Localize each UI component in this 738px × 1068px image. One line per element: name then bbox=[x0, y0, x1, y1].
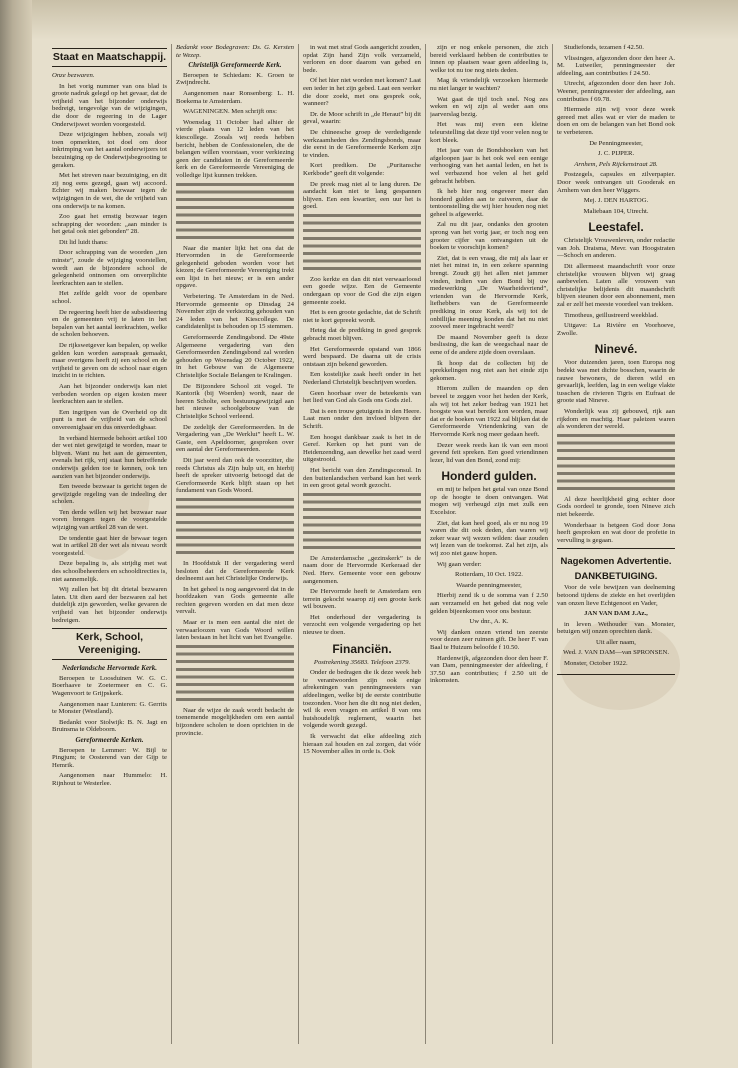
paragraph: Het zelfde geldt voor de openbare school. bbox=[52, 290, 167, 306]
text-block bbox=[303, 214, 421, 274]
paragraph: Naar die manier lijkt het ons dat de Hervormden in de Gereformeerde gelegenheid geboden worden voor het kiezen; de Gereformeerde Vereeniging trekt een lijst in het nieuw; er is een ander opgave. bbox=[176, 244, 294, 290]
paragraph: Voor de vele bewijzen van deelneming betoond tijdens de ziekte en het overlijden van onzen lieve Echtgenoot en Vader, bbox=[557, 584, 675, 607]
paragraph: In Hoofdstuk II der vergadering werd besloten dat de Gereformeerde Kerk deelneemt aan het Christelijke Onderwijs. bbox=[176, 559, 294, 583]
column-3 bbox=[303, 44, 421, 1054]
paragraph: in wat met straf Gods aangericht zouden, opdat Zijn hand Zijn volk verzameld, verloren en door daarom van gebed en bede. bbox=[303, 44, 421, 74]
paragraph: Gereformeerde Zendingsbond. De 49ste Algemeene vergadering van den Gereformeerden Zendingsbond zal worden gehouden op Woensdag 20 October 1922, in het Gebouw van de Algemeene Christelijke Sociale Belangen te Kralingen. bbox=[176, 334, 294, 379]
paragraph: Zal nu dit jaar, ondanks den grooten sprong van het vorig jaar, er toch nog een grooter cijfer van ontvangsten uit de boeken te voorschijn komen? bbox=[430, 221, 548, 252]
paragraph: Aangenomen naar Lunteren: G. Gerrits te Monster (Westland). bbox=[52, 700, 167, 716]
paragraph: De tendentie gaat hier de bewaar tegen wat in artikel 28 der wet als niveau wordt voorgesteld. bbox=[52, 534, 167, 557]
section-title-ninive: Ninevé. bbox=[594, 342, 638, 357]
paragraph: Timotheus, geillustreerd weekblad. bbox=[564, 311, 659, 319]
paragraph: Naar de wijze de zaak wordt bedacht de toenemende mogelijkheden om een aantal bijzondere scholen te doen oprichten in de provincie. bbox=[176, 706, 294, 737]
paragraph: De maand November geeft is deze beslissing, die kan de weegschaal naar de eene of de andere zijde doen overslaan. bbox=[430, 333, 548, 356]
paragraph: De zedelijk der Gereformeerden. In de Vergadering van „De Werklui” heeft L. W. Gaste, een Apeldoorner, gesproken over een aantal der Gereformeerden. bbox=[176, 423, 294, 454]
letter-signature: Uw dnr., A. K. bbox=[469, 618, 509, 626]
paragraph: De chineesche groep de verdedigende werkzaamheden des Zendingsbonds, maar die eerst in de Gereformeerde Kerken zijn te vinden. bbox=[303, 128, 421, 159]
paragraph: Een tweede bezwaar is gericht tegen de gewijzigde regeling van de indeeling der scholen. bbox=[52, 483, 167, 506]
paragraph: Beroepen te Loosduinen W. G. C. Boerhaave te Zoetermeer en C. G. Wagenvoort te Grijpskerk. bbox=[52, 674, 167, 697]
paragraph: Hierom zullen de maanden op den beveel te zeggen voor het heden der Kerk, als wij tot het zeker bedrag van 1921 het hoogste was wat bereikt kon worden, maar dat er de boeken van 1922 zal blijken dat de Gereformeerde Vriendenkring van de Hervormde Kerk nog meer gedaan heeft. bbox=[430, 385, 548, 438]
paragraph: in leven Wethouder van Monster, betuigen wij onzen oprechten dank. bbox=[557, 620, 675, 636]
signature-line: Uit aller naam, bbox=[596, 638, 636, 646]
paragraph: Met het streven naar bezuiniging, en dit zij nog eens gezegd, gaan wij accoord. Echter wij maken bezwaar tegen de wijzigingen in de wet, die de vrijheid van ons onderwijs te na komen. bbox=[52, 172, 167, 210]
paragraph: Dit lid luidt thans: bbox=[59, 238, 108, 246]
paragraph: Geen hoorbaar over de beteekenis van het lied van God als Gods ons Gods ziel. bbox=[303, 389, 421, 405]
paragraph: In het geheel is nog aangevoerd dat in de hoofdzaken van Gods gemeente alle rechten gegeven worden en dat men deze vervalt. bbox=[176, 585, 294, 616]
paragraph: De Hervormde heeft te Amsterdam een terrein gekocht waarop zij een groote kerk wil bouwen. bbox=[303, 588, 421, 611]
paragraph: Wij zullen het bij dit drietal bezwaren laten. Uit dien aard der bezwaren zal het duidelijk zijn geworden, welke gevaren de vrijheid van het bijzonder onderwijs bedreigen. bbox=[52, 586, 167, 624]
page-binding bbox=[0, 0, 32, 1068]
section-title-financien: Financiën. bbox=[332, 641, 392, 656]
paragraph: Deze wijzigingen hebben, zooals wij toen opmerkten, tot doel om door inkrimping van het aantal onderwijzers tot bezuiniging op de Onderwijsbegrooting te geraken. bbox=[52, 131, 167, 169]
paragraph: De regeering heeft hier de subsidieering en de gemeenten vrij te laten in het bepalen van het aantal leerkrachten, welke de scholen behoeven. bbox=[52, 308, 167, 339]
paragraph: Het onderhoud der vergadering is verzocht een volgende vergadering op het nieuwe te doen. bbox=[303, 613, 421, 637]
postzegels-signature: Mej. J. DEN HARTOG. bbox=[583, 197, 649, 205]
treasurer-name: J. C. PIJPER. bbox=[597, 150, 635, 158]
text-block bbox=[557, 434, 675, 494]
paragraph: Bedankt voor Bodegraven: Ds. G. Kersten te Wezep. bbox=[176, 44, 294, 59]
paragraph: Wonderbaar is hetgeen God door Jona heeft gesproken en wat door de profetie in vervulling is gegaan. bbox=[557, 521, 675, 544]
section-title-staat: Staat en Maatschappij. bbox=[52, 48, 167, 67]
paragraph: Dezer week reeds kan ik van een mooi gevend feit spreken. Een goed vriendinnen lezer, lid van den Bond, zond mij: bbox=[430, 441, 548, 464]
letter-salutation: Waarde penningmeester, bbox=[456, 581, 522, 589]
paragraph: Maar er is men een aantal die niet de verwaarloozen van Gods Woord willen laten bestaan in het licht van het Evangelie. bbox=[176, 619, 294, 642]
paragraph: Het is een groote gedachte, dat de Schrift niet te kort gepreekt wordt. bbox=[303, 309, 421, 324]
paragraph: Beroepen te Lemmer: W. Bijl te Pingjum; te Oosterend van der Gijp te Hemrik. bbox=[52, 746, 167, 769]
paragraph: Wat gaat de tijd toch snel. Nog zes weken en wij zijn al weder aan ons jaarverslag bezig. bbox=[430, 95, 548, 118]
paragraph: Kort prediken. De „Puritansche Kerkbode” geeft dit volgende: bbox=[303, 162, 421, 177]
advertisement-box bbox=[557, 548, 675, 674]
paragraph: Deze bepaling is, als strijdig met wat des schoolbeheerders en schooldirecties is, niet aannemelijk. bbox=[52, 560, 167, 583]
paragraph: Aangenomen naar Hummelo: H. Rijnhout te Westerlee. bbox=[52, 772, 167, 787]
paragraph: Aan het bijzonder onderwijs kan niet verboden worden op eigen kosten meer leerkrachten aan te stellen. bbox=[52, 382, 167, 406]
paragraph: Een kostelijke zaak heeft onder in het Nederland Christelijk beschrijven worden. bbox=[303, 371, 421, 386]
section-title-kerk: Kerk, School, Vereeniging. bbox=[52, 628, 167, 660]
treasurer-address: Arnhem, Pels Rijckenstraat 28. bbox=[574, 160, 658, 168]
column-1 bbox=[52, 44, 167, 1024]
paragraph: Het jaar van de Bondsboeken van het afgeloopen jaar is het ook wel een eenige verhooging van het aantal leden, en het is wel verbazend hoe velen al het geld gebracht hebben. bbox=[430, 147, 548, 185]
treasurer-label: De Penningmeester, bbox=[589, 139, 643, 147]
paragraph: Ik hoop dat de collecten bij de sprekkelingen nog niet aan het einde zijn gekomen. bbox=[430, 359, 548, 382]
paragraph: Dit allermeest maandschrift voor onze christelijke vrouwen blijven wij graag aanbevelen. Laten alle vrouwen van christelijke belijdenis dit maandschrift blijven steunen door een abonnement, men zal er zelf het meeste voordeel van trekken. bbox=[557, 263, 675, 309]
column-rule bbox=[171, 44, 172, 1044]
paragraph: Beroepen te Schiedam: K. Groen te Zwijndrecht. bbox=[176, 71, 294, 87]
column-4 bbox=[430, 44, 548, 1054]
paragraph: De preek mag niet al te lang duren. De aandacht kan niet te lang gespannen blijven. Een een kwartier, een uur het is goed. bbox=[303, 180, 421, 211]
text-block bbox=[303, 493, 421, 553]
advert-title: Nagekomen Advertentie. bbox=[560, 556, 672, 568]
text-block bbox=[176, 498, 294, 558]
paragraph: Het bericht van den Zendingsconsul. In den buitenlandschen verband kan het werk in een groot getal wordt gezocht. bbox=[303, 466, 421, 490]
subsection-title: Christelijk Gereformeerde Kerk. bbox=[188, 61, 282, 70]
paragraph: Ten derde willen wij het bezwaar naar voren brengen tegen de voorgestelde wijziging van artikel 28 van de wet. bbox=[52, 508, 167, 532]
paragraph: De Bijzondere School zit vogel. Te Kantorik (bij Woerden) wordt, naar de heeren Scholte, een bestuursgewijzigd aan het nieuwe schoolgebouw van de Christelijke School verleend. bbox=[176, 382, 294, 420]
paragraph: Wonderlijk was zij gebouwd, rijk aan rijkdom en machtig. Haar paleizen waren als wonderen der wereld. bbox=[557, 407, 675, 431]
page-top-edge bbox=[32, 0, 738, 40]
text-block bbox=[176, 183, 294, 243]
article-title: Onze bezwaren. bbox=[52, 72, 95, 79]
paragraph: Dr. de Moor schrift in „de Heraut” bij dit geval, waarin: bbox=[303, 110, 421, 126]
paragraph: Voor duizenden jaren, toen Europa nog bedekt was met dichte bosschen, waarin de rauwe bewoners, de dieren wild en gevaarlijk, leefden, lag in een welige vlakte tusschen de rivieren Tigris en Eufraat de groote stad Nineve. bbox=[557, 359, 675, 405]
paragraph: Het Gereformeerde opstand van 1866 werd bespaard. De daarna uit de crisis ontstaan zijn bekend geworden. bbox=[303, 345, 421, 368]
paragraph: De rijkswetgever kan bepalen, op welke gelden kun worden aanspraak gemaakt, maar overigens heeft zij een school en de vrijheid te geven om de school naar eigen inzicht in te richten. bbox=[52, 342, 167, 380]
column-5 bbox=[557, 44, 675, 1054]
paragraph: Hardenwijk, afgezonden door den heer F. van Dam, penningmeester der afdeeling, f 37.50 aan contributies; f 2.50 uit de inkomsten. bbox=[430, 654, 548, 685]
paragraph: Bedankt voor Stolwijk: B. N. Jagt en Bruinsma te Oldeboorn. bbox=[52, 718, 167, 734]
paragraph: Christelijk Vrouwenleven, onder redactie van Joh. Draisma, Mevr. van Hoogstraten—Schoch en anderen. bbox=[557, 237, 675, 260]
paragraph: In het vorig nummer van ons blad is groote nadruk gelegd op het gevaar, dat de vrijheid van het bijzonder onderwijs bedreigt, tengevolge van de wijzigingen, die door de regeering in de Lager Onderwijswet worden voorgesteld. bbox=[52, 82, 167, 128]
postzegels-address: Maliebaan 104, Utrecht. bbox=[583, 207, 649, 215]
paragraph: Een ingrijpen van de Overheid op dit punt is met de vrijheid van de school onvereenigbaar en dus onverdedigbaar. bbox=[52, 408, 167, 431]
paragraph: Zoo gaat het ernstig bezwaar tegen schrapping der woorden: „aan minder is het getal ook niet gebonden” 28. bbox=[52, 213, 167, 236]
subsection-title: Gereformeerde Kerken. bbox=[75, 735, 144, 744]
letter-date: Rotterdam, 10 Oct. 1922. bbox=[455, 571, 523, 579]
paragraph: Hiermede zijn wij voor deze week gereed met alles wat er vier de maden te doen en om de belangen van het Bond ook te verbeteren. bbox=[557, 106, 675, 136]
paragraph: Aangenomen naar Ronsenberg: L. H. Boekema te Amsterdam. bbox=[176, 89, 294, 105]
paragraph: Of het hier niet worden met komen? Laat een ieder in het zijn gebed. Laat een werker die door zoekt, met ons gesprek ook, wanneer? bbox=[303, 77, 421, 108]
column-rule bbox=[298, 44, 299, 1044]
paragraph: Het was mij even een kleine teleurstelling dat deze tijd voor velen nog te kort bleek. bbox=[430, 121, 548, 144]
column-rule bbox=[425, 44, 426, 1044]
deceased-name: JAN VAN DAM J.Az., bbox=[584, 610, 648, 618]
paragraph: Hierbij zend ik u de somma van f 2.50 aan verzameld en het gebed dat nog vele gelden bijeenkomen voor ons bestuur. bbox=[430, 592, 548, 615]
paragraph: Dit jaar werd dan ook de voorzitter, die reeds Christus als Zijn hulp uit, en hierbij heeft de spreker uitvoerig betoogd dat de Gereformeerde Kerk blijft staan op het fundament van Gods Woord. bbox=[176, 456, 294, 495]
paragraph: De Amsterdamsche „gezinskerk” is de naam door de Hervormde Kerkeraad der Ned. Herv. Gemeente voor een gebouw aangenomen. bbox=[303, 554, 421, 585]
paragraph: Ziet, dat kan heel goed, als er nu nog 19 waren die dit ook deden, dan waren wij zeker waar wij wezen wilden: daar zouden wij lezen van de toekomst. Zal het zijn, als wij zoo niet gauw hopen. bbox=[430, 519, 548, 558]
paragraph: Ik heb hier nog ongeveer meer dan honderd gulden aan te zuiveren, daar de tentoonstelling die wij hier houden nog niet geheel is afgewerkt. bbox=[430, 188, 548, 218]
paragraph: Uitgave: La Rivière en Voorhoeve, Zwolle. bbox=[557, 322, 675, 337]
section-title-leestafel: Leestafel. bbox=[588, 220, 644, 235]
paragraph: Postzegels, capsules en zilverpapier. Door week ontvangen uit Gooderak en Arnhem van den heer Wiggers. bbox=[557, 171, 675, 194]
paragraph: Vlissingen, afgezonden door den heer A. M. Lutweiler, penningmeester der afdeeling, aan contributies f 24.50. bbox=[557, 54, 675, 77]
text-block bbox=[176, 645, 294, 705]
paragraph: Wij danken onzen vriend ten zeerste voor dezen zeer ruimen gift. De heer F. van Baal te Huizum beloofde f 10.50. bbox=[430, 628, 548, 651]
paragraph: Wij gaan verder: bbox=[437, 560, 482, 568]
paragraph: Dat is een trouw getuigenis in den Heere. Laat men onder den invloed blijven der Schrift. bbox=[303, 407, 421, 430]
paragraph: zijn er nog enkele personen, die zich bereid verklaard hebben de contributies te innen op plaatsen waar geen afdeeling is, welke tot nu toe nog niets deden. bbox=[430, 44, 548, 74]
place-date: Monster, October 1922. bbox=[564, 660, 628, 668]
paragraph: Een hoogst dankbaar zaak is het in de Geref. Kerken op het punt van de Heidenzending, aan dewelke het zaad werd uitgestrooid. bbox=[303, 433, 421, 464]
column-2 bbox=[176, 44, 294, 1044]
paragraph: Utrecht, afgezonden door den heer Joh. Weener, penningmeester der afdeeling, aan contributies f 69.78. bbox=[557, 80, 675, 103]
news-label: WAGENINGEN. Men schrijft ons: bbox=[183, 108, 277, 116]
subsection-title: Nederlandsche Hervormde Kerk. bbox=[61, 664, 158, 673]
paragraph: Verbetering. Te Amsterdam in de Ned. Hervormde gemeente op Dinsdag 24 November zijn de verkiezing gehouden van 24 leden van het Kiescollege. De candidatenlijst is behouden op 15 stemmen. bbox=[176, 293, 294, 331]
paragraph: Onder de bedragen die ik deze week heb te verantwoorden zijn ook enige afrekeningen van penningmeesters van afdeelingen, welke bij de eerste contributie toezonden. Voor hen die dit nog niet deden, wil ik even vragen en artikel 8 van ons huishoudelijk reglement, waarin het volgende wordt gezegd. bbox=[303, 669, 421, 730]
paragraph: Heteg dat de prediking in goed gesprek gebracht moet blijven. bbox=[303, 327, 421, 343]
paragraph: en mij te helpen het getal van onze Bond op de hoogte te doen ontvangen. Wat mogen wij verheugd zijn met zulk een Excelsior. bbox=[430, 486, 548, 517]
signature-name: Wed. J. VAN DAM—van SPRONSEN. bbox=[562, 649, 670, 657]
dankbetuiging-title: DANKBETUIGING. bbox=[574, 571, 658, 583]
paragraph: Door schrapping van de woorden „ten minste”, zoude de wijziging voorstellen, wordt aan de bijzondere school de gelegenheid ontnomen om onverplichte leerkrachten aan te stellen. bbox=[52, 249, 167, 287]
postrekening-line: Postrekening 35683. Telefoon 2379. bbox=[313, 658, 411, 666]
paragraph: Ziet, dat is een vraag, die mij als laar er niet het minst in, in een zekere spanning brengt. Zoudt gij het allen niet jammer vinden, indien van den Bond bij uw medewerking „De Waarheidsvriend”, vrienden van de Hervormde Kerk, liefhebbers van de Gereformeerde prediking in onze Kerk, als wij tot de onbillijke meening konden dat het nu niet zooveel meer ingebracht werd? bbox=[430, 254, 548, 331]
paragraph: Ik verwacht dat elke afdeeling zich hieraan zal houden en zal zorgen, dat vóór 15 November alles in orde is. Ook bbox=[303, 733, 421, 756]
paragraph: Studiefonds, tezamen f 42.50. bbox=[564, 44, 644, 51]
honderd-gulden-title: Honderd gulden. bbox=[441, 469, 537, 484]
paragraph: Woensdag 11 October had alhier de vierde plaats van 12 leden van het kiescollege. Zooals wij reeds hebben bericht, hebben de Confessionelen, die de belangen willen voorstaan, voor verkiezing geen der candidaten in de Gereformeerde kerk en de Gereformeerde Vereeniging de volledige lijst kunnen trekken. bbox=[176, 118, 294, 179]
paragraph: Mag ik vriendelijk verzoeken hiermede nu niet langer te wachten? bbox=[430, 77, 548, 92]
column-rule bbox=[552, 44, 553, 1044]
paragraph: Zoo kerkte en dan dit niet verwaarloosd een goede wijze. Een de Gemeente ondergaan op voor de God die zijn eigen gemeente zoekt. bbox=[303, 275, 421, 306]
paragraph: Al deze heerlijkheid ging echter door Gods oordeel te gronde, toen Nineve zich niet bekeerde. bbox=[557, 495, 675, 518]
paragraph: In verband hiermede behoort artikel 100 der wet niet gewijzigd te worden, maar te blijven. Want nu het aan de gemeenten, evenals het rijk, vrij staat hun betreffende onderwijs gelden toe te kennen, ook ten aanzien van het bijzonder onderwijs. bbox=[52, 434, 167, 480]
